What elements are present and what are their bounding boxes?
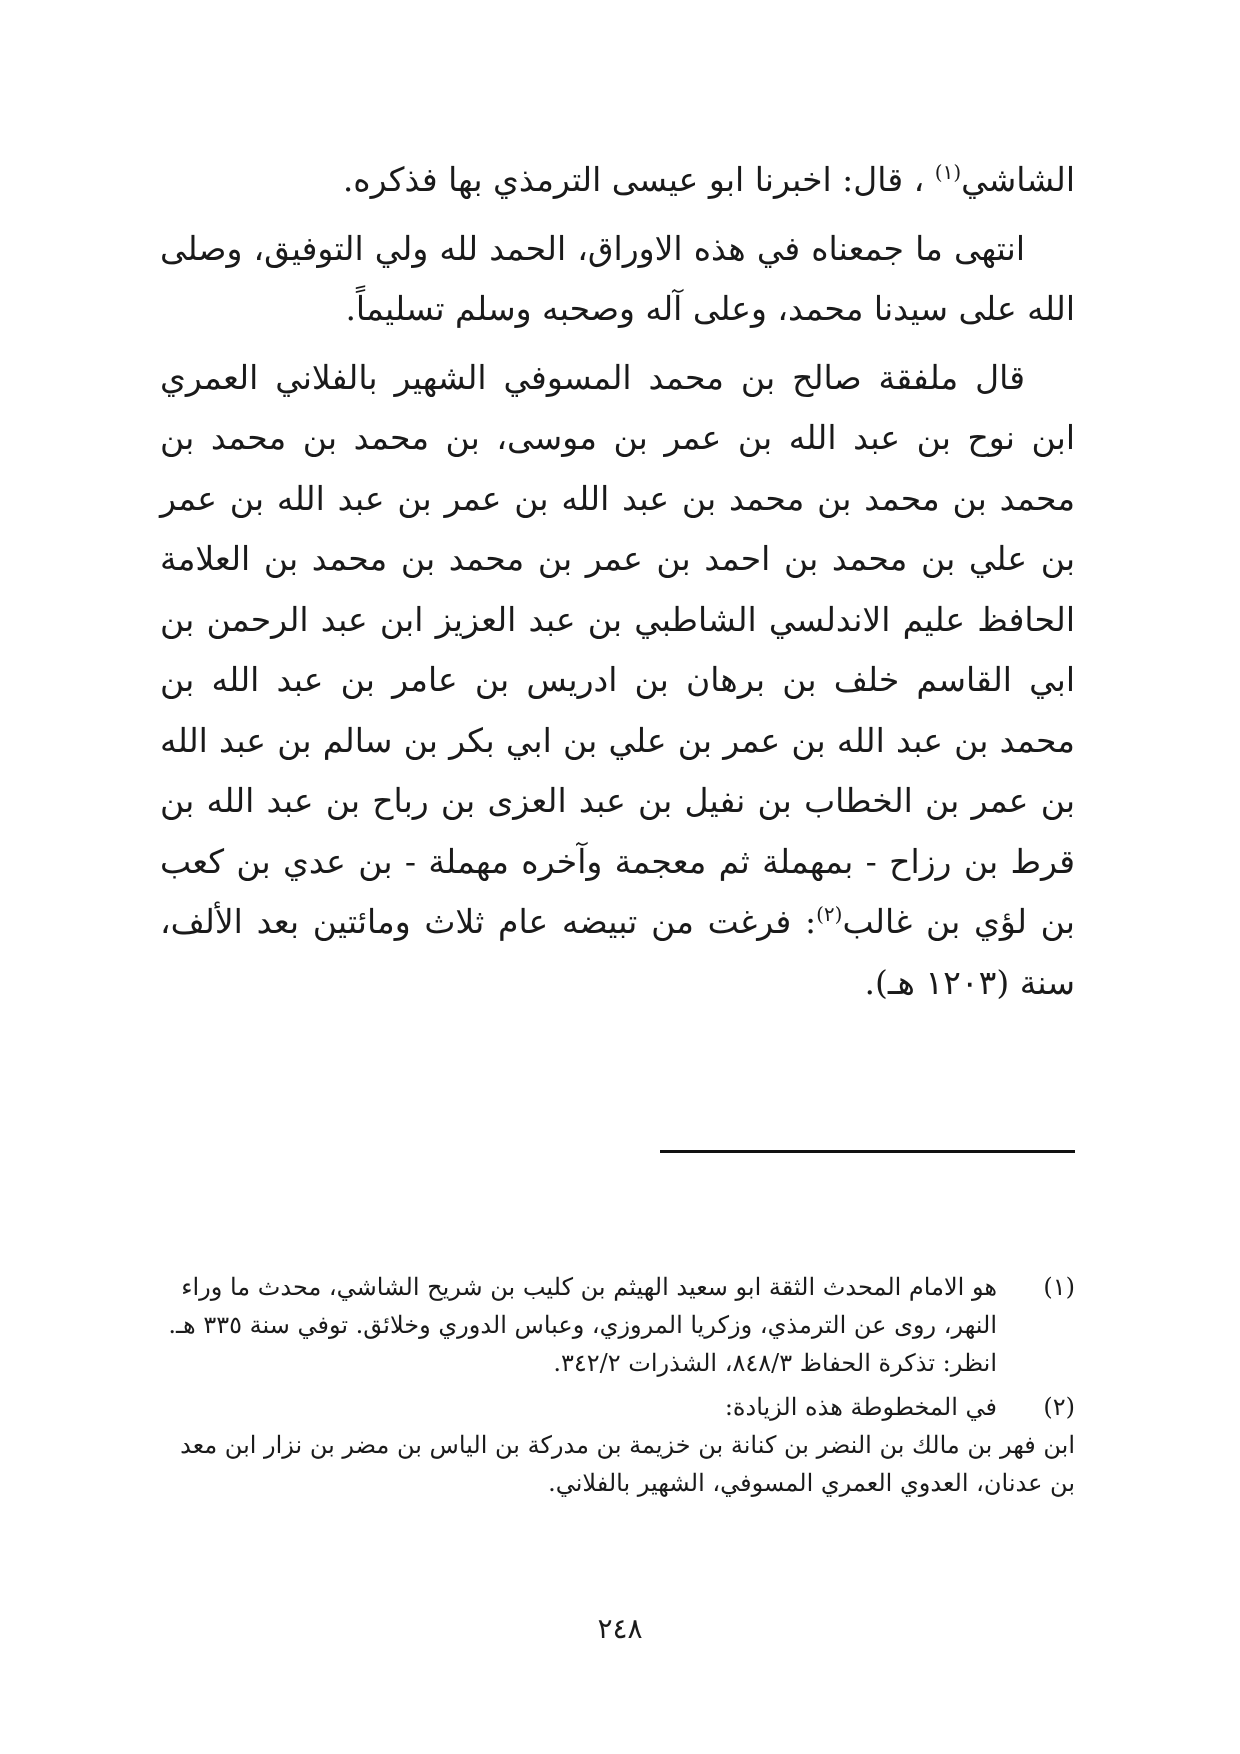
paragraph-3-start: قال ملفقة صالح بن محمد المسوفي الشهير بالفلاني العمري ابن نوح بن عبد الله بن عمر بن موسى، بن محمد بن محمد بن محمد بن محمد بن محمد بن عبد الله بن عمر بن عبد الله بن عمر بن علي بن محمد بن احمد بن عمر بن محمد بن محمد بن العلامة الحافظ عليم الاندلسي الشاطبي بن عبد العزيز ابن عبد الرحمن بن ابي القاسم خلف بن برهان بن ادريس بن عامر بن عبد الله بن محمد بن عبد الله بن عمر بن علي بن ابي بكر بن سالم بن عبد الله بن عمر بن الخطاب بن نفيل بن عبد العزى بن رباح بن عبد الله بن قرط بن رزاح - بمهملة ثم معجمة وآخره مهملة - بن عدي بن كعب بن لؤي بن غالب (160, 357, 1075, 941)
footnote-2-number: (٢) (1043, 1393, 1075, 1421)
footnote-2 (160, 1388, 1075, 1502)
paragraph-2: انتهى ما جمعناه في هذه الاوراق، الحمد لله ولي التوفيق، وصلى الله على سيدنا محمد، وعلى آله وصحبه وسلم تسليماً. (160, 228, 1075, 328)
footnote-1 (160, 1268, 1075, 1382)
footnote-2-text: في المخطوطة هذه الزيادة: (724, 1393, 997, 1421)
paragraph-3-end: : فرغت من تبيضه عام ثلاث ومائتين بعد الألف، سنة (١٢٠٣ هـ). (160, 902, 1075, 1002)
footnotes (160, 1268, 1075, 1502)
paragraph-1 (160, 150, 1075, 211)
footnote-2-body: ابن فهر بن مالك بن النضر بن كنانة بن خزيمة بن مدركة بن الياس بن مضر بن نزار ابن معد بن عدنان، العدوي العمري المسوفي، الشهير بالفلاني. (180, 1431, 1075, 1497)
footnote-1-reference: انظر: تذكرة الحفاظ ٨٤٨/٣، الشذرات ٣٤٢/٢. (553, 1349, 997, 1377)
footnote-separator (660, 1150, 1075, 1153)
footnote-1-text: هو الامام المحدث الثقة ابو سعيد الهيثم بن كليب بن شريح الشاشي، محدث ما وراء النهر، روى عن الترمذي، وزكريا المروزي، وعباس الدوري وخلائق. توفي سنة ٣٣٥ هـ. (168, 1273, 997, 1339)
paragraph-1-start: الشاشي (961, 160, 1075, 199)
paragraph-3 (160, 348, 1075, 1014)
footnote-1-number: (١) (1043, 1273, 1075, 1301)
paragraph-1-end: ، قال: اخبرنا ابو عيسى الترمذي بها فذكره. (342, 160, 925, 199)
main-text (160, 150, 1075, 1013)
footnote-ref-1[interactable]: (١) (934, 160, 962, 184)
page-number: ٢٤٨ (597, 1612, 643, 1645)
footnote-ref-2[interactable]: (٢) (816, 902, 843, 926)
